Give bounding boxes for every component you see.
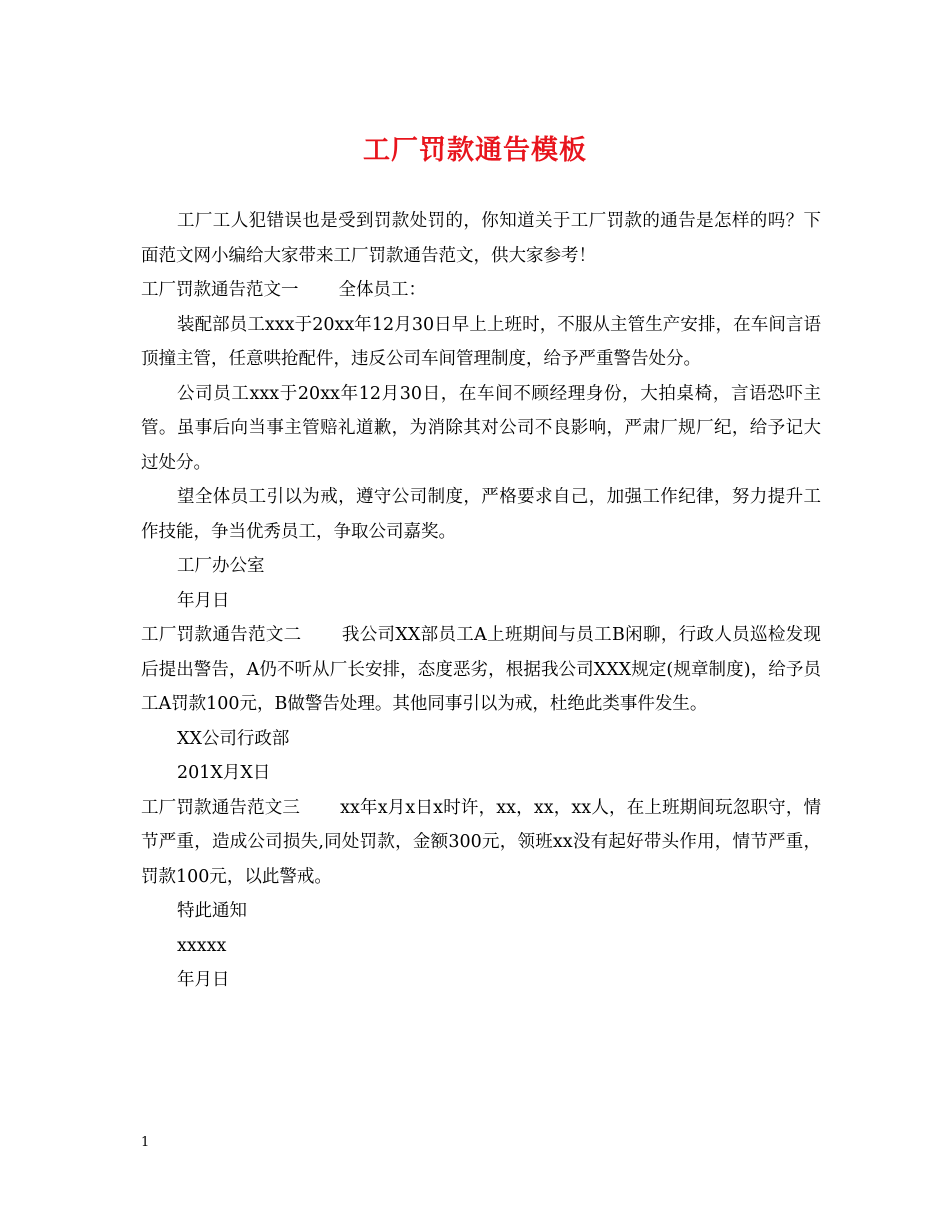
sample1-paragraph-3: 望全体员工引以为戒，遵守公司制度，严格要求自己，加强工作纪律，努力提升工作技能，争当优秀员工，争取公司嘉奖。 xyxy=(141,487,821,542)
sample1-heading: 工厂罚款通告范文一 xyxy=(141,280,299,300)
sample1-date: 年月日 xyxy=(177,590,230,611)
sample3-body: xx年x月x日x时许，xx，xx，xx人，在上班期间玩忽职守，情节严重，造成公司损失,同处罚款，金额300元，领班xx没有起好带头作用，情节严重，罚款100元，以此警戒。 xyxy=(141,797,821,887)
sample2-paragraph xyxy=(141,618,821,722)
sample2-body: 我公司XX部员工A上班期间与员工B闲聊，行政人员巡检发现后提出警告，A仍不听从厂长安排，态度恶劣，根据我公司XXX规定(规章制度)，给予员工A罚款100元，B做警告处理。其他同事引以为戒，杜绝此类事件发生。 xyxy=(141,625,822,714)
sample1-heading-line xyxy=(141,273,821,308)
sample3-date: 年月日 xyxy=(177,970,230,990)
sample3-closing: 特此通知 xyxy=(177,901,247,921)
sample3-paragraph xyxy=(141,791,821,895)
intro-paragraph: 工厂工人犯错误也是受到罚款处罚的，你知道关于工厂罚款的通告是怎样的吗？下面范文网小编给大家带来工厂罚款通告范文，供大家参考！ xyxy=(141,211,821,266)
page-number: 1 xyxy=(141,1135,150,1150)
document-body xyxy=(141,204,821,998)
sample1-paragraph-2: 公司员工xxx于20xx年12月30日，在车间不顾经理身份，大拍桌椅，言语恐吓主管。虽事后向当事主管赔礼道歉，为消除其对公司不良影响，严肃厂规厂纪，给予记大过处分。 xyxy=(141,383,821,473)
sample2-date: 201X月X日 xyxy=(177,763,271,783)
sample2-heading: 工厂罚款通告范文二 xyxy=(141,625,302,645)
sample1-signature: 工厂办公室 xyxy=(177,556,265,576)
sample2-signature: XX公司行政部 xyxy=(177,728,290,749)
sample1-paragraph-1: 装配部员工xxx于20xx年12月30日早上上班时，不服从主管生产安排，在车间言语顶撞主管，任意哄抢配件，违反公司车间管理制度，给予严重警告处分。 xyxy=(141,314,821,369)
sample3-signature: xxxxx xyxy=(177,935,227,956)
sample3-heading: 工厂罚款通告范文三 xyxy=(141,797,301,818)
document-title: 工厂罚款通告模板 xyxy=(363,135,587,166)
sample1-salutation: 全体员工： xyxy=(338,280,426,300)
